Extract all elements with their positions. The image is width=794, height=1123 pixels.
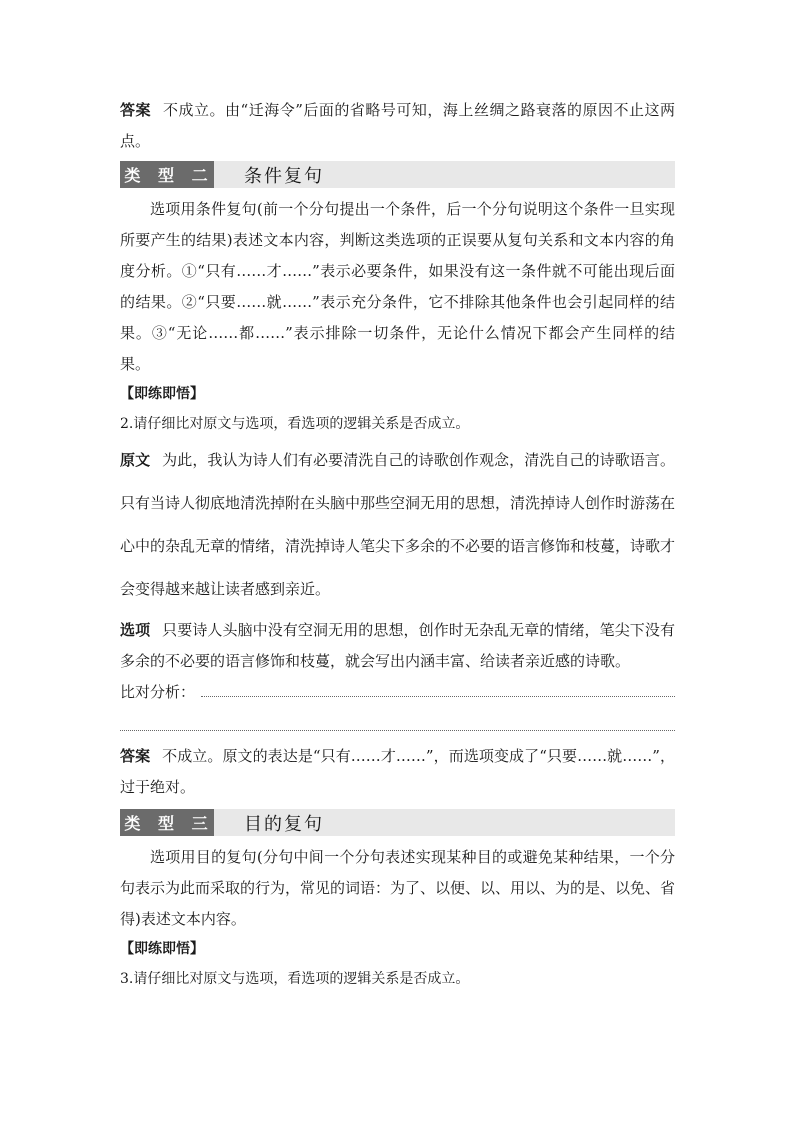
original-text-paragraph (120, 439, 675, 611)
question-text: 2.请仔细比对原文与选项，看选项的逻辑关系是否成立。 (120, 416, 470, 432)
answer-blank-line[interactable] (201, 678, 675, 697)
section-header-type-3 (120, 809, 675, 836)
document-page (120, 95, 675, 994)
compare-analysis-line (120, 677, 675, 708)
practice-heading-3: 【即练即悟】 (120, 941, 204, 957)
original-label: 原文 (120, 451, 151, 469)
answer-label: 答案 (120, 101, 152, 119)
option-paragraph (120, 615, 675, 677)
original-text: 为此，我认为诗人们有必要清洗自己的诗歌创作观念，清洗自己的诗歌语言。只有当诗人彻底地清洗掉附在头脑中那些空洞无用的思想，清洗掉诗人创作时游荡在心中的杂乱无章的情绪，清洗掉诗人笔尖下多余的不必要的语言修饰和枝蔓，诗歌才会变得越来越让读者感到亲近。 (120, 451, 676, 598)
option-label: 选项 (120, 621, 151, 639)
section-title: 条件复句 (244, 165, 324, 187)
section-header-type-2 (120, 161, 675, 188)
question-text-3: 3.请仔细比对原文与选项，看选项的逻辑关系是否成立。 (120, 971, 470, 987)
option-text: 只要诗人头脑中没有空洞无用的思想，创作时无杂乱无章的情绪，笔尖下没有多余的不必要的语言修饰和枝蔓，就会写出内涵丰富、给读者亲近感的诗歌。 (120, 621, 675, 670)
answer-label-2: 答案 (120, 747, 151, 765)
section-body: 选项用条件复句(前一个分句提出一个条件，后一个分句说明这个条件一旦实现所要产生的结果)表述文本内容，判断这类选项的正误要从复句关系和文本内容的角度分析。①“只有……才……”表示必要条件，如果没有这一条件就不可能出现后面的结果。②“只要……就……”表示充分条件，它不排除其他条件也会引起同样的结果。③“无论……都……”表示排除一切条件，无论什么情况下都会产生同样的结果。 (120, 200, 675, 373)
section-tag: 类 型 二 (120, 161, 214, 188)
answer-text: 不成立。由“迁海令”后面的省略号可知，海上丝绸之路衰落的原因不止这两点。 (120, 101, 675, 150)
answer-text-2: 不成立。原文的表达是“只有……才……”，而选项变成了“只要……就……”，过于绝对。 (120, 747, 675, 796)
answer-blank-line-2[interactable] (120, 708, 675, 731)
section-title-3: 目的复句 (244, 813, 324, 835)
compare-label: 比对分析： (120, 683, 196, 701)
answer-paragraph (120, 95, 675, 157)
practice-heading: 【即练即悟】 (120, 386, 204, 402)
answer-paragraph-2 (120, 741, 675, 803)
section-tag-3: 类 型 三 (120, 809, 214, 836)
section-body-3: 选项用目的复句(分句中间一个分句表述实现某种目的或避免某种结果，一个分句表示为此而采取的行为，常见的词语：为了、以便、以、用以、为的是、以免、省得)表述文本内容。 (120, 848, 676, 928)
